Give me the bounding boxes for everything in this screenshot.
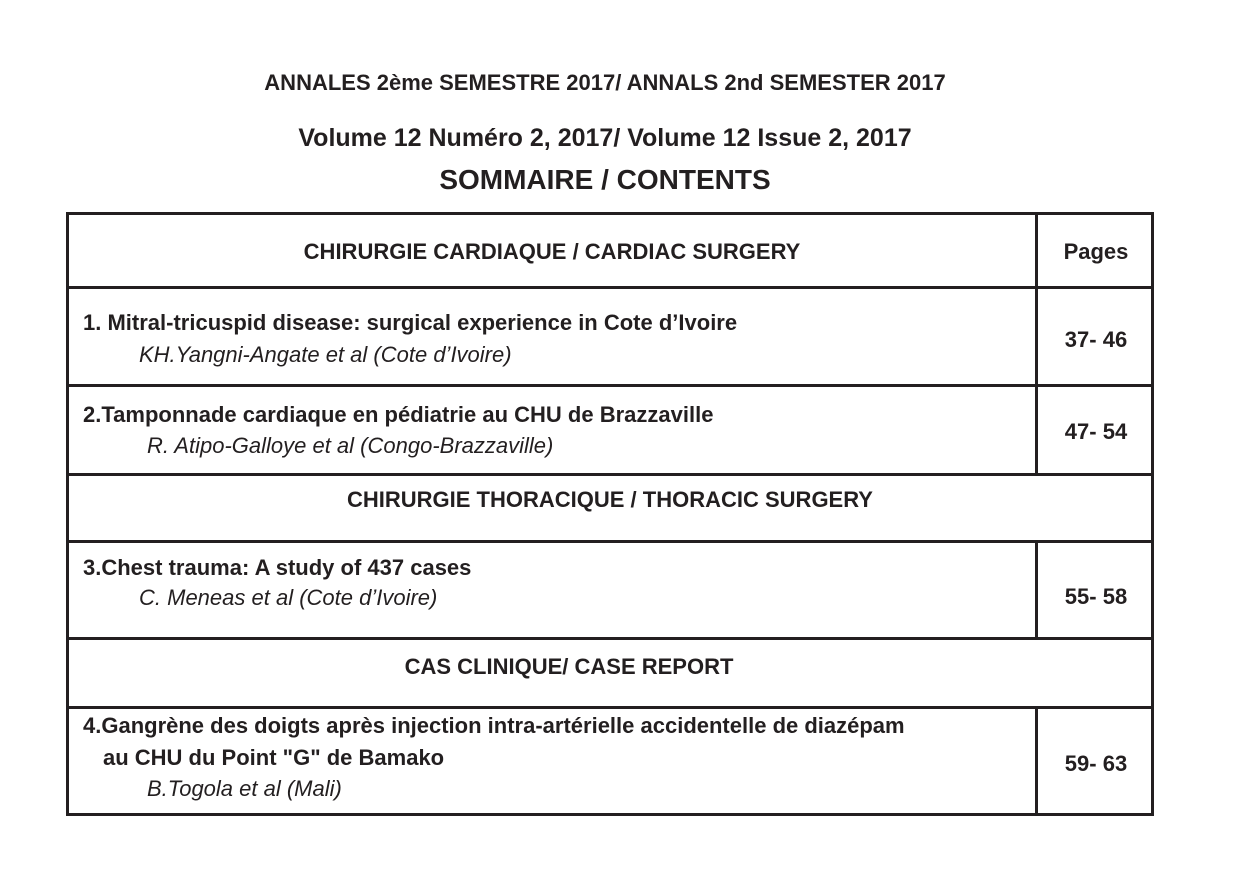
annals-semester-header: ANNALES 2ème SEMESTRE 2017/ ANNALS 2nd SEMESTER 2017 <box>264 70 946 95</box>
article-pages: 55- 58 <box>1064 584 1128 609</box>
row-divider <box>69 384 1151 387</box>
article-title: 3.Chest trauma: A study of 437 cases <box>83 555 472 580</box>
article-title <box>83 710 905 774</box>
article-title-line-2: au CHU du Point "G" de Bamako <box>103 745 445 770</box>
row-divider <box>69 473 1151 476</box>
section-heading-cardiac-surgery: CHIRURGIE CARDIAQUE / CARDIAC SURGERY <box>303 239 801 264</box>
contents-title: SOMMAIRE / CONTENTS <box>439 164 771 195</box>
volume-issue-header: Volume 12 Numéro 2, 2017/ Volume 12 Issue 2, 2017 <box>298 124 912 152</box>
article-title-line-1: 4.Gangrène des doigts après injection intra-artérielle accidentelle de diazépam <box>83 713 905 738</box>
row-divider <box>69 637 1151 640</box>
article-pages: 37- 46 <box>1064 327 1128 352</box>
row-divider <box>69 706 1151 709</box>
article-authors: B.Togola et al (Mali) <box>147 776 342 801</box>
section-heading-case-report: CAS CLINIQUE/ CASE REPORT <box>404 654 734 679</box>
row-divider <box>69 540 1151 543</box>
table-of-contents <box>66 212 1154 816</box>
article-authors: KH.Yangni-Angate et al (Cote d’Ivoire) <box>139 342 512 367</box>
article-pages: 47- 54 <box>1064 419 1128 444</box>
pages-column-header: Pages <box>1063 239 1129 264</box>
article-authors: R. Atipo-Galloye et al (Congo-Brazzaville) <box>147 433 554 458</box>
article-authors: C. Meneas et al (Cote d’Ivoire) <box>139 585 438 610</box>
section-heading-thoracic-surgery: CHIRURGIE THORACIQUE / THORACIC SURGERY <box>347 487 873 512</box>
row-divider <box>69 286 1151 289</box>
article-pages: 59- 63 <box>1064 751 1128 776</box>
article-title: 1. Mitral-tricuspid disease: surgical experience in Cote d’Ivoire <box>83 310 738 335</box>
article-title: 2.Tamponnade cardiaque en pédiatrie au CHU de Brazzaville <box>83 402 714 427</box>
